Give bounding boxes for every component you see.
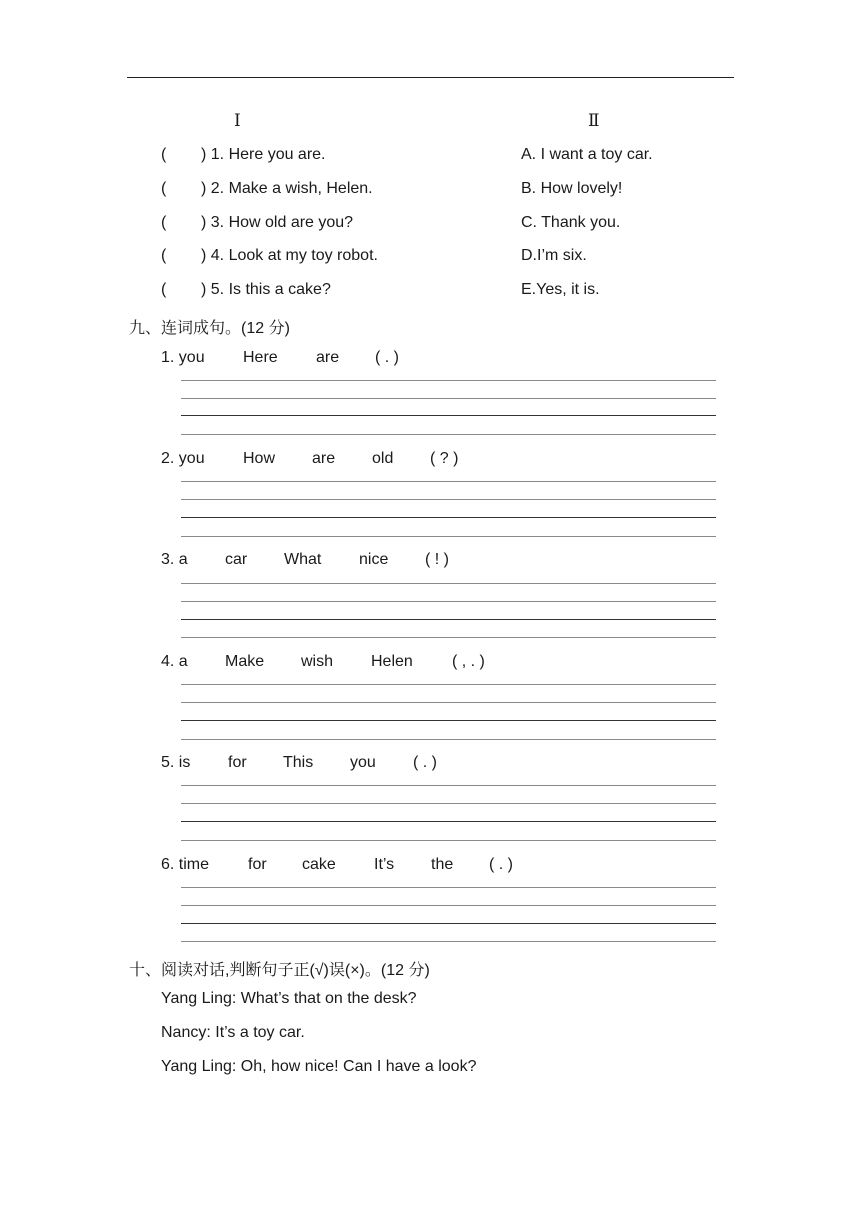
writing-line — [181, 380, 716, 381]
writing-line — [181, 415, 716, 416]
open-paren: ( — [161, 146, 167, 163]
matching-answer: B. How lovely! — [521, 180, 623, 197]
matching-answer: A. I want a toy car. — [521, 146, 653, 163]
section-ten-title: 十、阅读对话,判断句子正(√)误(×)。(12 分) — [129, 962, 430, 979]
punctuation-hint: ( . ) — [413, 754, 437, 771]
word: cake — [302, 856, 336, 873]
word: It’s — [374, 856, 395, 873]
matching-question: ) 5. Is this a cake? — [201, 281, 331, 298]
dialogue-line: Yang Ling: Oh, how nice! Can I have a look? — [161, 1058, 477, 1075]
word: 1. you — [161, 349, 205, 366]
section-nine-title: 九、连词成句。(12 分) — [129, 320, 290, 337]
word: wish — [301, 653, 334, 670]
punctuation-hint: ( . ) — [489, 856, 513, 873]
word: car — [225, 551, 248, 568]
matching-answer: D.I’m six. — [521, 247, 587, 264]
word: What — [284, 551, 322, 568]
word: for — [228, 754, 247, 771]
word: 4. a — [161, 653, 188, 670]
word: Here — [243, 349, 278, 366]
matching-row — [161, 180, 373, 198]
word: How — [243, 450, 276, 467]
open-paren: ( — [161, 214, 167, 231]
open-paren: ( — [161, 180, 167, 197]
writing-line — [181, 941, 716, 942]
punctuation-hint: ( . ) — [375, 349, 399, 366]
word: 2. you — [161, 450, 205, 467]
word: 5. is — [161, 754, 191, 771]
column-one-heading: Ⅰ — [234, 111, 241, 130]
matching-question: ) 4. Look at my toy robot. — [201, 247, 378, 264]
word: are — [316, 349, 340, 366]
matching-answer: C. Thank you. — [521, 214, 621, 231]
writing-line — [181, 720, 716, 721]
writing-line — [181, 821, 716, 822]
word: are — [312, 450, 336, 467]
writing-line — [181, 785, 716, 786]
writing-line — [181, 517, 716, 518]
matching-answer: E.Yes, it is. — [521, 281, 600, 298]
dialogue-line: Nancy: It’s a toy car. — [161, 1024, 305, 1041]
dialogue-line: Yang Ling: What’s that on the desk? — [161, 990, 417, 1007]
word: Helen — [371, 653, 413, 670]
matching-question: ) 3. How old are you? — [201, 214, 354, 231]
open-paren: ( — [161, 247, 167, 264]
writing-line — [181, 803, 716, 804]
matching-question: ) 2. Make a wish, Helen. — [201, 180, 373, 197]
punctuation-hint: ( ? ) — [430, 450, 459, 467]
writing-line — [181, 481, 716, 482]
writing-line — [181, 637, 716, 638]
writing-line — [181, 702, 716, 703]
writing-line — [181, 684, 716, 685]
word: nice — [359, 551, 389, 568]
punctuation-hint: ( ! ) — [425, 551, 449, 568]
word: the — [431, 856, 454, 873]
writing-line — [181, 887, 716, 888]
word: for — [248, 856, 267, 873]
matching-row — [161, 281, 331, 299]
matching-row — [161, 247, 378, 265]
matching-row — [161, 214, 354, 232]
punctuation-hint: ( , . ) — [452, 653, 485, 670]
writing-line — [181, 583, 716, 584]
column-two-heading: Ⅱ — [588, 111, 600, 130]
matching-question: ) 1. Here you are. — [201, 146, 326, 163]
writing-line — [181, 905, 716, 906]
writing-line — [181, 434, 716, 435]
word: Make — [225, 653, 265, 670]
word: This — [283, 754, 314, 771]
writing-line — [181, 601, 716, 602]
writing-line — [181, 499, 716, 500]
writing-line — [181, 536, 716, 537]
matching-row — [161, 146, 326, 164]
word: you — [350, 754, 376, 771]
writing-line — [181, 739, 716, 740]
word: 3. a — [161, 551, 188, 568]
open-paren: ( — [161, 281, 167, 298]
writing-line — [181, 398, 716, 399]
word: old — [372, 450, 394, 467]
word: 6. time — [161, 856, 210, 873]
writing-line — [181, 923, 716, 924]
writing-line — [181, 840, 716, 841]
writing-line — [181, 619, 716, 620]
top-rule — [127, 77, 734, 78]
